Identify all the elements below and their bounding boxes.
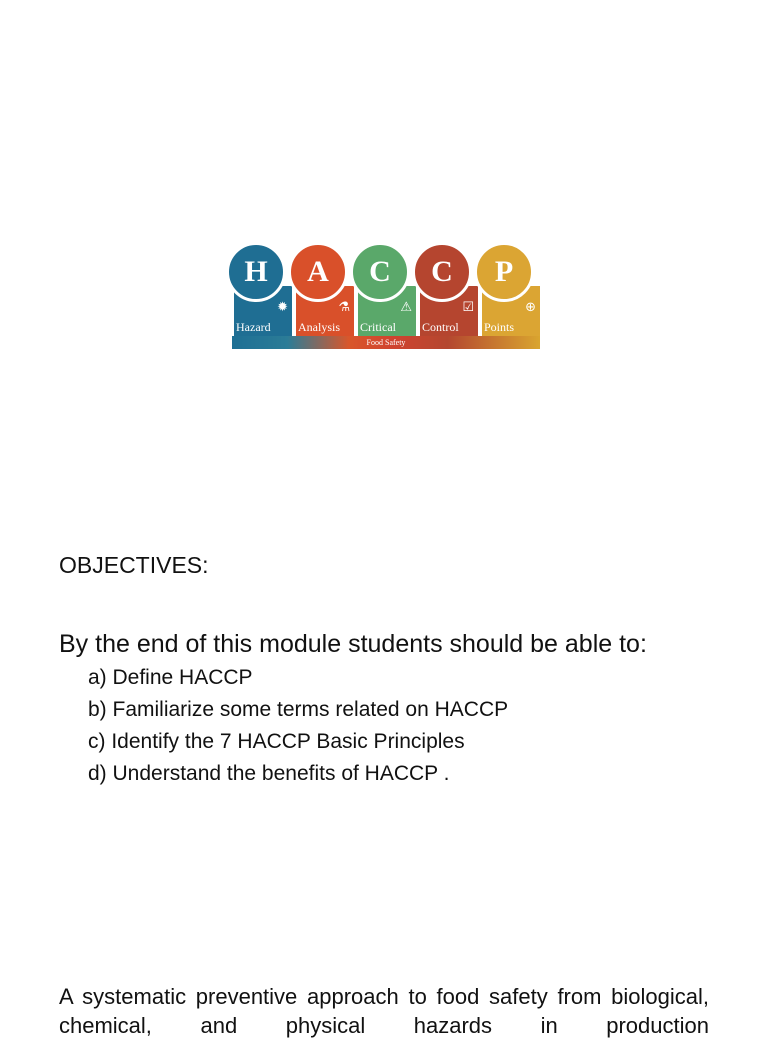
warning-icon: ⚠ xyxy=(400,299,412,314)
flask-icon: ⚗ xyxy=(338,299,350,314)
list-item: b) Familiarize some terms related on HACCP xyxy=(88,698,509,721)
logo-word-analysis: Analysis xyxy=(298,320,340,334)
logo-letter-a: A xyxy=(288,242,348,302)
list-item: c) Identify the 7 HACCP Basic Principles xyxy=(88,730,465,753)
logo-letter-p: P xyxy=(474,242,534,302)
haccp-logo xyxy=(226,238,544,354)
target-icon: ⊕ xyxy=(525,299,536,314)
objectives-intro: By the end of this module students should be able to: xyxy=(59,630,647,658)
list-item: a) Define HACCP xyxy=(88,666,253,689)
logo-letter-c1: C xyxy=(350,242,410,302)
objectives-list xyxy=(88,662,508,790)
checklist-icon: ☑ xyxy=(462,299,474,314)
logo-letter-c2: C xyxy=(412,242,472,302)
logo-banner-text: Food Safety xyxy=(366,338,406,347)
logo-word-critical: Critical xyxy=(360,320,396,334)
logo-word-control: Control xyxy=(422,320,459,334)
logo-word-hazard: Hazard xyxy=(236,320,271,334)
logo-word-points: Points xyxy=(484,320,515,334)
objectives-heading: OBJECTIVES: xyxy=(59,552,209,578)
list-item: d) Understand the benefits of HACCP . xyxy=(88,762,450,785)
logo-letter-h: H xyxy=(226,242,286,302)
haccp-definition: A systematic preventive approach to food safety from biological, chemical, and physical hazards in production xyxy=(59,984,709,1038)
burst-icon: ✹ xyxy=(277,299,288,314)
logo-banner xyxy=(232,336,540,349)
